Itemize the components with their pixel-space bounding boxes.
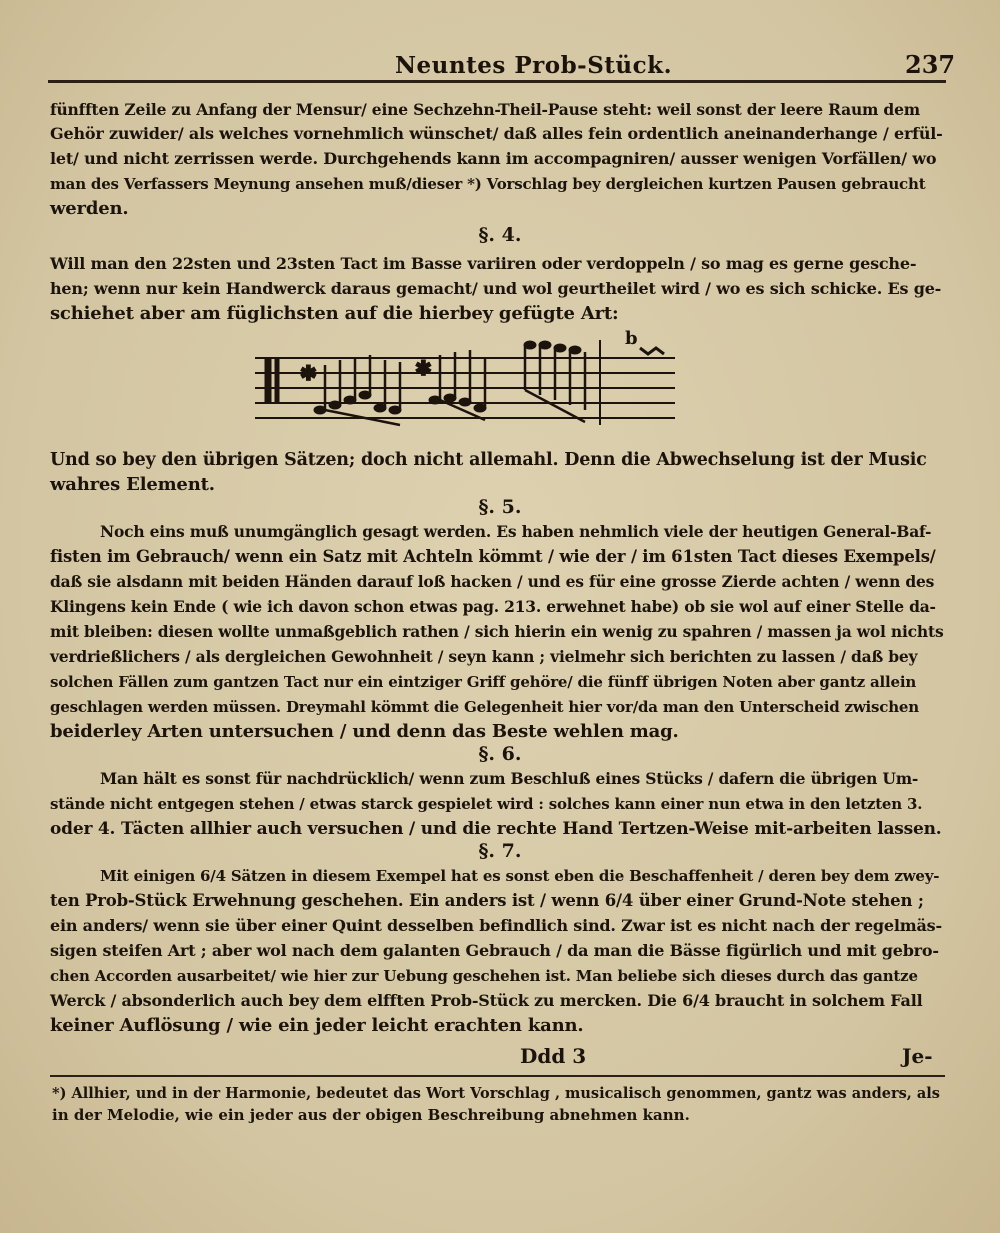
running-title: Neuntes Prob-Stück. bbox=[395, 52, 673, 79]
text-line: chen Accorden ausarbeitet/ wie hier zur Uebung geschehen ist. Man beliebe sich dieses durch das gantze bbox=[50, 967, 918, 985]
text-line: let/ und nicht zerrissen werde. Durchgehends kann im accompagniren/ ausser wenigen Vorfällen/ wo bbox=[50, 149, 937, 168]
text-line: stände nicht entgegen stehen / etwas starck gespielet wird : solches kann einer nun etwa in den letzten 3. bbox=[50, 795, 923, 813]
text-line: keiner Auflösung / wie ein jeder leicht erachten kann. bbox=[50, 1015, 584, 1036]
header-rule bbox=[48, 80, 946, 83]
section-heading: §. 4. bbox=[478, 224, 522, 246]
text-line: ten Prob-Stück Erwehnung geschehen. Ein anders ist / wenn 6/4 über einer Grund-Note stehen ; bbox=[50, 891, 924, 910]
text-line: hen; wenn nur kein Handwerck daraus gemacht/ und wol geurtheilet wird / wo es sich schicke. Es ge- bbox=[50, 279, 942, 298]
text-line: solchen Fällen zum gantzen Tact nur ein eintziger Griff gehöre/ die fünff übrigen Noten aber gantz allein bbox=[50, 673, 917, 691]
sharp-icon: ✱ bbox=[300, 361, 317, 385]
text-line: werden. bbox=[50, 198, 129, 219]
music-mark: b bbox=[625, 330, 638, 349]
music-example bbox=[255, 330, 705, 430]
text-line: oder 4. Täcten allhier auch versuchen / und die rechte Hand Tertzen-Weise mit-arbeiten lassen. bbox=[50, 819, 942, 839]
sharp-icon: ✱ bbox=[415, 356, 432, 380]
text-line: geschlagen werden müssen. Dreymahl kömmt die Gelegenheit hier vor/da man den Unterscheid zwischen bbox=[50, 698, 919, 716]
section-heading: §. 7. bbox=[478, 840, 522, 862]
text-line: Klingens kein Ende ( wie ich davon schon etwas pag. 213. erwehnet habe) ob sie wol auf einer Stelle da- bbox=[50, 597, 936, 616]
footnote-line: *) Allhier, und in der Harmonie, bedeutet das Wort Vorschlag , musicalisch genommen, gantz was anders, als bbox=[52, 1085, 940, 1102]
text-line: Werck / absonderlich auch bey dem elfften Prob-Stück zu mercken. Die 6/4 braucht in solchem Fall bbox=[50, 991, 923, 1010]
section-heading: §. 5. bbox=[478, 496, 522, 518]
text-line: fünfften Zeile zu Anfang der Mensur/ eine Sechzehn-Theil-Pause steht: weil sonst der leere Raum dem bbox=[50, 100, 920, 119]
signature-mark: Ddd 3 bbox=[520, 1044, 587, 1068]
footnote-rule bbox=[50, 1075, 945, 1077]
footnote-line: in der Melodie, wie ein jeder aus der obigen Beschreibung abnehmen kann. bbox=[52, 1106, 690, 1124]
text-line: mit bleiben: diesen wollte unmaßgeblich rathen / sich hierin ein wenig zu spahren / massen ja wol nichts bbox=[50, 622, 944, 641]
text-line: beiderley Arten untersuchen / und denn das Beste wehlen mag. bbox=[50, 721, 679, 742]
text-line: Mit einigen 6/4 Sätzen in diesem Exempel hat es sonst eben die Beschaffenheit / deren bey dem zwey- bbox=[100, 867, 940, 885]
catchword: Je- bbox=[902, 1044, 933, 1068]
section-heading: §. 6. bbox=[478, 743, 522, 765]
text-line: sigen steifen Art ; aber wol nach dem galanten Gebrauch / da man die Bässe figürlich und mit gebro- bbox=[50, 941, 939, 960]
text-line: fisten im Gebrauch/ wenn ein Satz mit Achteln kömmt / wie der / im 61sten Tact dieses Exempels/ bbox=[50, 547, 936, 566]
text-line: Und so bey den übrigen Sätzen; doch nicht allemahl. Denn die Abwechselung ist der Music bbox=[50, 450, 927, 470]
text-line: ein anders/ wenn sie über einer Quint desselben befindlich sind. Zwar ist es nicht nach der regelmäs- bbox=[50, 916, 942, 935]
text-line: wahres Element. bbox=[50, 474, 215, 495]
text-line: Noch eins muß unumgänglich gesagt werden. Es haben nehmlich viele der heutigen General-Baf- bbox=[100, 522, 932, 541]
text-line: Gehör zuwider/ als welches vornehmlich wünschet/ daß alles fein ordentlich aneinanderhange / erfül- bbox=[50, 124, 943, 143]
text-line: Will man den 22sten und 23sten Tact im Basse variiren oder verdoppeln / so mag es gerne gesche- bbox=[50, 254, 917, 273]
clef-icon bbox=[265, 358, 271, 403]
text-line: daß sie alsdann mit beiden Händen darauf loß hacken / und es für eine grosse Zierde achten / wenn des bbox=[50, 572, 935, 591]
text-line: Man hält es sonst für nachdrücklich/ wenn zum Beschluß eines Stücks / dafern die übrigen Um- bbox=[100, 769, 919, 788]
text-line: verdrießlichers / als dergleichen Gewohnheit / seyn kann ; vielmehr sich berichten zu lassen / daß bey bbox=[50, 647, 918, 666]
page-number: 237 bbox=[905, 50, 956, 79]
text-line: schiehet aber am füglichsten auf die hierbey gefügte Art: bbox=[50, 303, 619, 324]
text-line: man des Verfassers Meynung ansehen muß/dieser *) Vorschlag bey dergleichen kurtzen Pausen gebraucht bbox=[50, 175, 926, 193]
